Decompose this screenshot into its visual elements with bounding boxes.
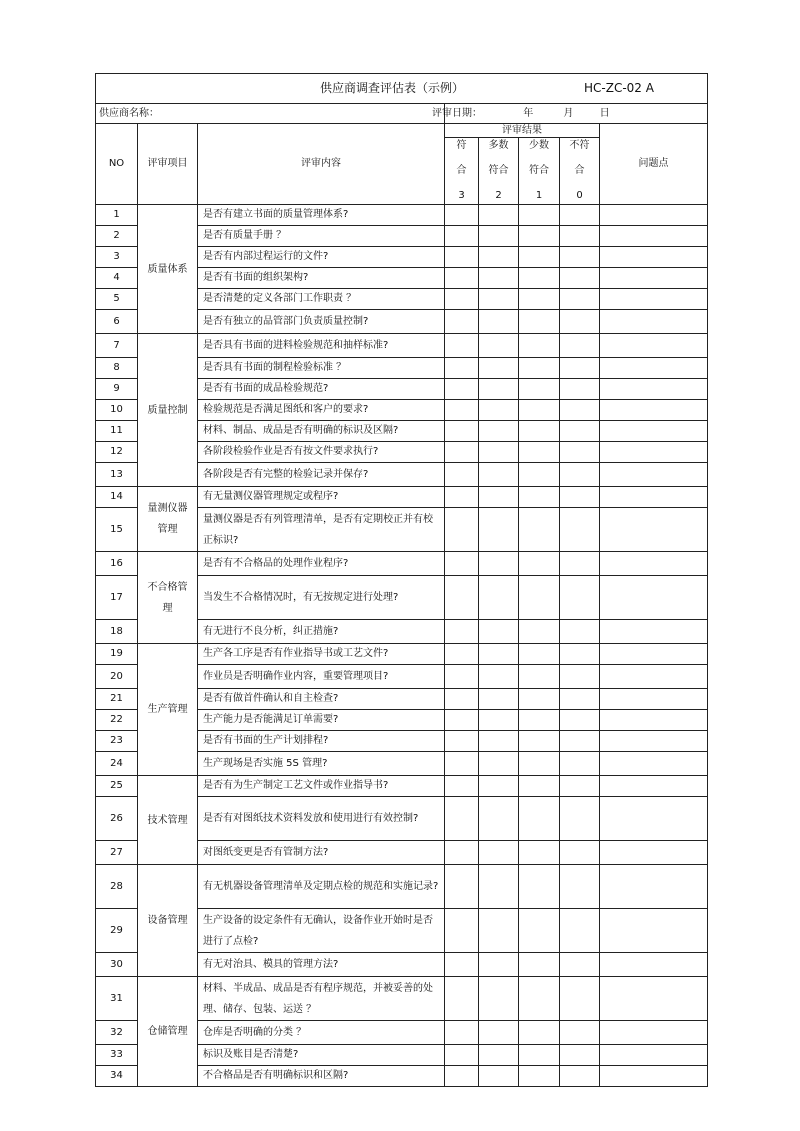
row-no: 6 [96, 310, 138, 334]
review-date-label: 评审日期： [432, 107, 482, 119]
score-cell[interactable] [479, 731, 519, 752]
header-content: 评审内容 [198, 124, 445, 205]
score-cell[interactable] [560, 358, 600, 379]
row-no: 9 [96, 379, 138, 400]
row-no: 18 [96, 620, 138, 644]
row-no: 16 [96, 552, 138, 576]
issue-cell[interactable] [600, 552, 708, 576]
score-cell[interactable] [445, 909, 479, 953]
row-content: 仓库是否明确的分类 ？ [198, 1021, 445, 1045]
score-cell[interactable] [479, 400, 519, 421]
score-cell[interactable] [560, 1066, 600, 1087]
row-no: 19 [96, 644, 138, 665]
row-content: 生产设备的设定条件有无确认，设备作业开始时是否进行了点检? [198, 909, 445, 953]
issue-cell[interactable] [600, 865, 708, 909]
issue-cell[interactable] [600, 620, 708, 644]
score-cell[interactable] [519, 400, 560, 421]
score-cell[interactable] [519, 731, 560, 752]
row-content: 是否有书面的成品检验规范? [198, 379, 445, 400]
issue-cell[interactable] [600, 776, 708, 797]
row-content: 各阶段检验作业是否有按文件要求执行? [198, 442, 445, 463]
score-cell[interactable] [479, 710, 519, 731]
row-content: 是否有不合格品的处理作业程序? [198, 552, 445, 576]
score-cell[interactable] [560, 620, 600, 644]
score-cell[interactable] [560, 1045, 600, 1066]
score-cell[interactable] [519, 552, 560, 576]
score-cell[interactable] [519, 1045, 560, 1066]
row-no: 12 [96, 442, 138, 463]
score-cell[interactable] [479, 776, 519, 797]
row-content: 对图纸变更是否有管制方法? [198, 841, 445, 865]
row-content: 有无机器设备管理清单及定期点检的规范和实施记录? [198, 865, 445, 909]
score-cell[interactable] [445, 644, 479, 665]
score-cell[interactable] [445, 1066, 479, 1087]
score-cell[interactable] [519, 576, 560, 620]
score-cell[interactable] [445, 665, 479, 689]
issue-cell[interactable] [600, 909, 708, 953]
score-cell[interactable] [560, 710, 600, 731]
row-no: 5 [96, 289, 138, 310]
row-no: 22 [96, 710, 138, 731]
score-cell[interactable] [519, 620, 560, 644]
score-header-1 [519, 138, 560, 205]
issue-cell[interactable] [600, 379, 708, 400]
issue-cell[interactable] [600, 977, 708, 1021]
score-cell[interactable] [479, 841, 519, 865]
issue-cell[interactable] [600, 310, 708, 334]
score-cell[interactable] [445, 289, 479, 310]
score-2-top: 多数 [488, 140, 509, 151]
score-cell[interactable] [519, 310, 560, 334]
score-cell[interactable] [445, 841, 479, 865]
score-cell[interactable] [519, 442, 560, 463]
score-cell[interactable] [445, 247, 479, 268]
score-cell[interactable] [445, 752, 479, 776]
row-content: 是否清楚的定义各部门工作职责 ？ [198, 289, 445, 310]
score-cell[interactable] [519, 205, 560, 226]
row-content: 是否有独立的品管部门负责质量控制? [198, 310, 445, 334]
score-cell[interactable] [560, 731, 600, 752]
score-cell[interactable] [560, 953, 600, 977]
row-content: 各阶段是否有完整的检验记录并保存? [198, 463, 445, 487]
table-row [96, 776, 708, 797]
score-cell[interactable] [519, 358, 560, 379]
score-3-top: 符 [456, 140, 467, 151]
score-cell[interactable] [560, 552, 600, 576]
score-cell[interactable] [445, 953, 479, 977]
category-measuring-instruments [138, 487, 198, 552]
row-no: 26 [96, 797, 138, 841]
score-cell[interactable] [479, 644, 519, 665]
score-cell[interactable] [560, 400, 600, 421]
score-cell[interactable] [445, 977, 479, 1021]
score-cell[interactable] [479, 508, 519, 552]
score-cell[interactable] [445, 710, 479, 731]
row-no: 7 [96, 334, 138, 358]
score-0-top: 不符 [569, 140, 590, 151]
score-cell[interactable] [519, 953, 560, 977]
score-cell[interactable] [479, 620, 519, 644]
score-cell[interactable] [445, 226, 479, 247]
score-cell[interactable] [445, 487, 479, 508]
row-no: 2 [96, 226, 138, 247]
score-cell[interactable] [479, 977, 519, 1021]
row-content: 检验规范是否满足图纸和客户的要求? [198, 400, 445, 421]
row-content: 当发生不合格情况时，有无按规定进行处理? [198, 576, 445, 620]
row-no: 13 [96, 463, 138, 487]
category-warehouse: 仓储管理 [138, 977, 198, 1087]
month-label: 月 [563, 107, 574, 119]
score-cell[interactable] [445, 205, 479, 226]
category-technical: 技术管理 [138, 776, 198, 865]
score-cell[interactable] [560, 463, 600, 487]
table-row [96, 977, 708, 1021]
score-cell[interactable] [519, 909, 560, 953]
score-cell[interactable] [445, 310, 479, 334]
issue-cell[interactable] [600, 508, 708, 552]
score-cell[interactable] [519, 289, 560, 310]
score-cell[interactable] [560, 644, 600, 665]
score-cell[interactable] [445, 731, 479, 752]
score-cell[interactable] [519, 268, 560, 289]
issue-cell[interactable] [600, 400, 708, 421]
table-row [96, 644, 708, 665]
score-cell[interactable] [479, 379, 519, 400]
category-production: 生产管理 [138, 644, 198, 776]
row-content: 是否具有书面的进料检验规范和抽样标准? [198, 334, 445, 358]
issue-cell[interactable] [600, 710, 708, 731]
table-row [96, 865, 708, 909]
score-0-mid: 合 [574, 165, 585, 176]
score-cell[interactable] [519, 797, 560, 841]
score-cell[interactable] [519, 508, 560, 552]
score-cell[interactable] [445, 1021, 479, 1045]
score-cell[interactable] [560, 487, 600, 508]
score-cell[interactable] [560, 752, 600, 776]
row-no: 15 [96, 508, 138, 552]
score-cell[interactable] [560, 1021, 600, 1045]
score-cell[interactable] [560, 508, 600, 552]
score-cell[interactable] [445, 334, 479, 358]
score-cell[interactable] [560, 310, 600, 334]
score-cell[interactable] [479, 421, 519, 442]
row-no: 20 [96, 665, 138, 689]
score-cell[interactable] [519, 776, 560, 797]
score-cell[interactable] [560, 977, 600, 1021]
score-cell[interactable] [519, 379, 560, 400]
issue-cell[interactable] [600, 644, 708, 665]
category-quality-system: 质量体系 [138, 205, 198, 334]
issue-cell[interactable] [600, 731, 708, 752]
score-cell[interactable] [519, 463, 560, 487]
score-cell[interactable] [479, 247, 519, 268]
issue-cell[interactable] [600, 953, 708, 977]
row-content: 生产各工序是否有作业指导书或工艺文件? [198, 644, 445, 665]
score-1-val: 1 [535, 190, 543, 201]
score-cell[interactable] [519, 334, 560, 358]
score-2-mid: 符合 [488, 165, 509, 176]
row-no: 30 [96, 953, 138, 977]
score-cell[interactable] [519, 689, 560, 710]
score-cell[interactable] [560, 268, 600, 289]
issue-cell[interactable] [600, 797, 708, 841]
score-cell[interactable] [560, 334, 600, 358]
row-content: 材料、制品、成品是否有明确的标识及区隔? [198, 421, 445, 442]
score-cell[interactable] [445, 268, 479, 289]
score-cell[interactable] [445, 797, 479, 841]
row-content: 是否有书面的组织架构? [198, 268, 445, 289]
score-cell[interactable] [560, 665, 600, 689]
score-cell[interactable] [445, 508, 479, 552]
score-cell[interactable] [479, 576, 519, 620]
score-cell[interactable] [560, 797, 600, 841]
issue-cell[interactable] [600, 442, 708, 463]
issue-cell[interactable] [600, 421, 708, 442]
score-cell[interactable] [479, 358, 519, 379]
score-cell[interactable] [560, 576, 600, 620]
score-cell[interactable] [519, 226, 560, 247]
issue-cell[interactable] [600, 665, 708, 689]
score-header-0 [560, 138, 600, 205]
row-no: 17 [96, 576, 138, 620]
score-cell[interactable] [479, 953, 519, 977]
score-cell[interactable] [479, 226, 519, 247]
score-cell[interactable] [560, 909, 600, 953]
row-no: 34 [96, 1066, 138, 1087]
score-header-3 [445, 138, 479, 205]
table-row [96, 334, 708, 358]
score-cell[interactable] [479, 1045, 519, 1066]
score-cell[interactable] [519, 710, 560, 731]
row-content: 生产现场是否实施 5S 管理? [198, 752, 445, 776]
score-cell[interactable] [519, 1021, 560, 1045]
issue-cell[interactable] [600, 358, 708, 379]
issue-cell[interactable] [600, 689, 708, 710]
issue-cell[interactable] [600, 1066, 708, 1087]
score-cell[interactable] [519, 865, 560, 909]
score-cell[interactable] [445, 865, 479, 909]
score-cell[interactable] [560, 689, 600, 710]
score-cell[interactable] [560, 289, 600, 310]
row-no: 29 [96, 909, 138, 953]
score-cell[interactable] [479, 1066, 519, 1087]
score-cell[interactable] [445, 552, 479, 576]
score-1-mid: 符合 [529, 165, 549, 176]
score-cell[interactable] [445, 379, 479, 400]
score-cell[interactable] [560, 776, 600, 797]
score-cell[interactable] [519, 644, 560, 665]
row-content: 是否有质量手册 ？ [198, 226, 445, 247]
score-1-top: 少数 [529, 140, 549, 151]
score-cell[interactable] [445, 463, 479, 487]
score-cell[interactable] [445, 442, 479, 463]
form-title: 供应商调查评估表（示例） [320, 81, 465, 95]
row-no: 1 [96, 205, 138, 226]
score-cell[interactable] [560, 841, 600, 865]
header-item: 评审项目 [138, 124, 198, 205]
category-equipment: 设备管理 [138, 865, 198, 977]
issue-cell[interactable] [600, 205, 708, 226]
score-cell[interactable] [519, 421, 560, 442]
supplier-name-field[interactable] [96, 104, 445, 124]
score-3-mid: 合 [456, 165, 467, 176]
issue-cell[interactable] [600, 1045, 708, 1066]
score-cell[interactable] [445, 776, 479, 797]
row-content: 是否具有书面的制程检验标准 ？ [198, 358, 445, 379]
score-cell[interactable] [519, 1066, 560, 1087]
score-cell[interactable] [479, 442, 519, 463]
issue-cell[interactable] [600, 841, 708, 865]
table-row [96, 552, 708, 576]
row-content: 是否有对图纸技术资料发放和使用进行有效控制? [198, 797, 445, 841]
score-cell[interactable] [479, 268, 519, 289]
review-date-field[interactable] [432, 104, 708, 124]
score-cell[interactable] [479, 334, 519, 358]
issue-cell[interactable] [600, 247, 708, 268]
category-nonconforming-label: 不合格管理 [147, 581, 188, 614]
row-content: 有无量测仪器管理规定或程序? [198, 487, 445, 508]
score-cell[interactable] [519, 665, 560, 689]
score-cell[interactable] [560, 379, 600, 400]
row-no: 24 [96, 752, 138, 776]
row-content: 作业员是否明确作业内容，重要管理项目? [198, 665, 445, 689]
score-cell[interactable] [560, 247, 600, 268]
row-content: 是否有做首件确认和自主检查? [198, 689, 445, 710]
issue-cell[interactable] [600, 1021, 708, 1045]
row-no: 25 [96, 776, 138, 797]
row-content: 是否有书面的生产计划排程? [198, 731, 445, 752]
score-cell[interactable] [479, 797, 519, 841]
score-cell[interactable] [479, 205, 519, 226]
row-content: 是否有建立书面的质量管理体系? [198, 205, 445, 226]
supplier-evaluation-table [95, 73, 708, 1087]
issue-cell[interactable] [600, 334, 708, 358]
issue-cell[interactable] [600, 576, 708, 620]
score-cell[interactable] [519, 841, 560, 865]
score-3-val: 3 [458, 190, 465, 201]
score-cell[interactable] [479, 1021, 519, 1045]
score-cell[interactable] [560, 226, 600, 247]
header-result: 评审结果 [445, 124, 600, 138]
score-cell[interactable] [479, 310, 519, 334]
row-content: 是否有为生产制定工艺文件或作业指导书? [198, 776, 445, 797]
score-cell[interactable] [479, 289, 519, 310]
row-no: 21 [96, 689, 138, 710]
score-0-val: 0 [576, 190, 583, 201]
row-no: 8 [96, 358, 138, 379]
score-cell[interactable] [445, 576, 479, 620]
score-cell[interactable] [445, 689, 479, 710]
issue-cell[interactable] [600, 752, 708, 776]
score-cell[interactable] [479, 552, 519, 576]
score-cell[interactable] [519, 487, 560, 508]
category-measuring-label: 量测仪器管理 [147, 503, 188, 535]
issue-cell[interactable] [600, 226, 708, 247]
row-no: 32 [96, 1021, 138, 1045]
table-row [96, 205, 708, 226]
year-label: 年 [523, 107, 534, 119]
score-2-val: 2 [495, 190, 502, 201]
day-label: 日 [599, 107, 610, 119]
row-no: 27 [96, 841, 138, 865]
category-nonconforming [138, 552, 198, 644]
row-no: 23 [96, 731, 138, 752]
score-cell[interactable] [445, 620, 479, 644]
score-header-2 [479, 138, 519, 205]
score-cell[interactable] [479, 865, 519, 909]
supplier-name-label: 供应商名称： [99, 107, 159, 119]
row-content: 量测仪器是否有列管理清单，是否有定期校正并有校正标识? [198, 508, 445, 552]
row-no: 11 [96, 421, 138, 442]
issue-cell[interactable] [600, 289, 708, 310]
score-cell[interactable] [479, 909, 519, 953]
score-cell[interactable] [445, 400, 479, 421]
score-cell[interactable] [519, 977, 560, 1021]
score-cell[interactable] [445, 421, 479, 442]
table-row [96, 487, 708, 508]
score-cell[interactable] [479, 463, 519, 487]
score-cell[interactable] [560, 865, 600, 909]
score-cell[interactable] [479, 487, 519, 508]
score-cell[interactable] [479, 665, 519, 689]
score-cell[interactable] [445, 358, 479, 379]
score-cell[interactable] [479, 752, 519, 776]
issue-cell[interactable] [600, 487, 708, 508]
issue-cell[interactable] [600, 463, 708, 487]
row-no: 10 [96, 400, 138, 421]
row-no: 33 [96, 1045, 138, 1066]
score-cell[interactable] [519, 752, 560, 776]
row-no: 3 [96, 247, 138, 268]
row-content: 有无对治具、模具的管理方法? [198, 953, 445, 977]
score-cell[interactable] [560, 205, 600, 226]
row-no: 14 [96, 487, 138, 508]
row-content: 标识及账目是否清楚? [198, 1045, 445, 1066]
score-cell[interactable] [560, 442, 600, 463]
row-no: 4 [96, 268, 138, 289]
score-cell[interactable] [519, 247, 560, 268]
form-code: HC-ZC-02 A [584, 81, 654, 95]
row-content: 是否有内部过程运行的文件? [198, 247, 445, 268]
row-content: 生产能力是否能满足订单需要? [198, 710, 445, 731]
score-cell[interactable] [445, 1045, 479, 1066]
row-content: 有无进行不良分析，纠正措施? [198, 620, 445, 644]
issue-cell[interactable] [600, 268, 708, 289]
score-cell[interactable] [479, 689, 519, 710]
category-quality-control: 质量控制 [138, 334, 198, 487]
row-no: 31 [96, 977, 138, 1021]
row-content: 不合格品是否有明确标识和区隔? [198, 1066, 445, 1087]
header-no: NO [96, 124, 138, 205]
row-content: 材料、半成品、成品是否有程序规范，并被妥善的处理、储存、包装、运送 ？ [198, 977, 445, 1021]
title-row [96, 74, 708, 104]
header-issues: 问题点 [600, 124, 708, 205]
score-cell[interactable] [560, 421, 600, 442]
row-no: 28 [96, 865, 138, 909]
